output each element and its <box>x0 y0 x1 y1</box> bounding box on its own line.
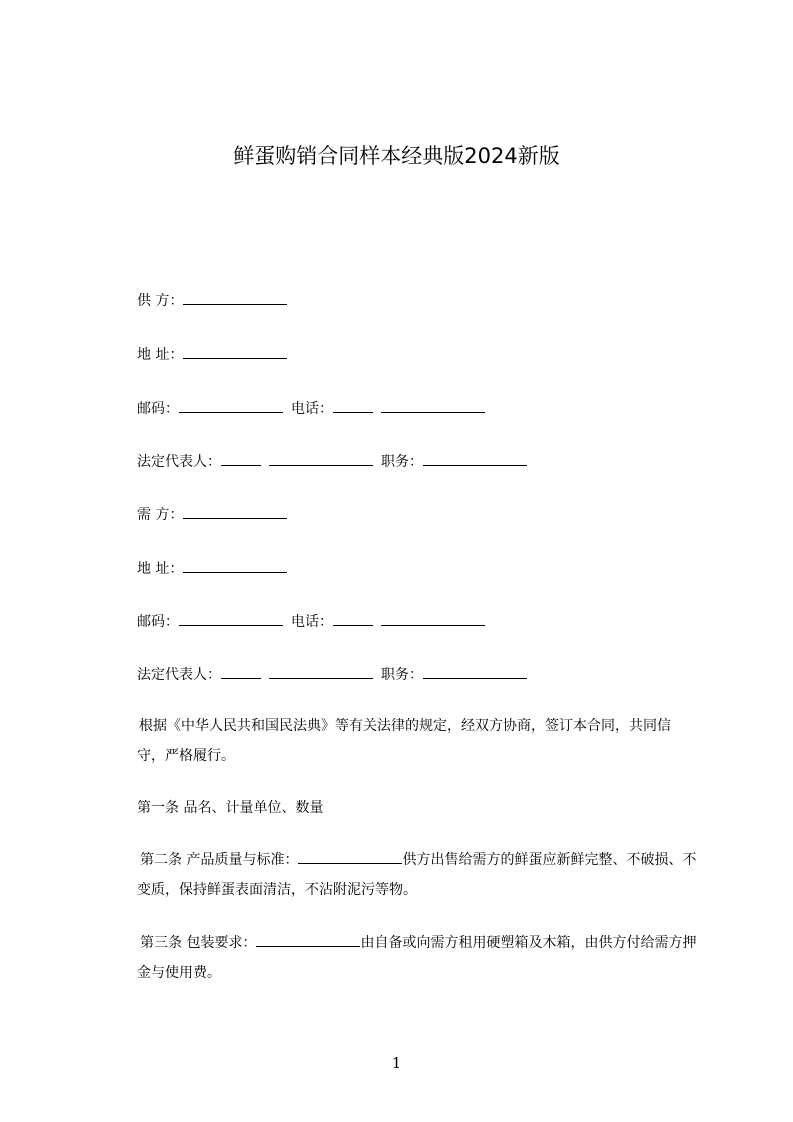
supplier-position-label: 职务： <box>381 454 423 470</box>
page-number: 1 <box>391 1054 402 1072</box>
supplier-address-blank <box>183 344 287 359</box>
article-3-text: 由自备或向需方租用硬塑箱及木箱，由供方付给需方押金与使用费。 <box>137 935 697 981</box>
supplier-postcode-label: 邮码： <box>137 401 179 417</box>
article-2-text: 供方出售给需方的鲜蛋应新鲜完整、不破损、不变质，保持鲜蛋表面清洁，不沾附泥污等物。 <box>137 852 697 898</box>
buyer-postcode-line <box>137 611 485 633</box>
supplier-party-blank <box>183 290 287 305</box>
supplier-phone-blank-2 <box>381 398 485 413</box>
article-3-blank <box>256 932 360 947</box>
supplier-address-label: 地 址： <box>137 347 184 363</box>
article-3-prefix: 第三条 包装要求： <box>140 935 257 951</box>
buyer-position-blank <box>423 664 527 679</box>
supplier-party-line <box>137 290 287 312</box>
supplier-postcode-blank <box>179 398 283 413</box>
article-3-paragraph <box>137 928 697 988</box>
buyer-party-line <box>137 504 287 526</box>
buyer-postcode-blank <box>179 611 283 626</box>
article-1-heading: 第一条 品名、计量单位、数量 <box>137 800 324 816</box>
supplier-phone-blank-1 <box>333 398 373 413</box>
buyer-postcode-label: 邮码： <box>137 614 179 630</box>
document-title: 鲜蛋购销合同样本经典版2024新版 <box>233 144 560 168</box>
buyer-rep-blank-1 <box>221 664 261 679</box>
supplier-phone-label: 电话： <box>291 401 333 417</box>
supplier-rep-line <box>137 451 527 473</box>
supplier-rep-label: 法定代表人： <box>137 454 221 470</box>
article-2-paragraph <box>137 845 697 905</box>
buyer-position-label: 职务： <box>381 667 423 683</box>
buyer-phone-blank-1 <box>333 611 373 626</box>
buyer-party-label: 需 方： <box>137 507 184 523</box>
buyer-address-line <box>137 558 287 580</box>
buyer-address-blank <box>183 558 287 573</box>
buyer-rep-blank-2 <box>269 664 373 679</box>
article-2-blank <box>298 849 402 864</box>
buyer-rep-line <box>137 664 527 686</box>
buyer-rep-label: 法定代表人： <box>137 667 221 683</box>
buyer-party-blank <box>183 504 287 519</box>
supplier-rep-blank-2 <box>269 451 373 466</box>
supplier-address-line <box>137 344 287 366</box>
preamble-paragraph <box>137 711 697 771</box>
article-2-prefix: 第二条 产品质量与标准： <box>140 852 299 868</box>
supplier-position-blank <box>423 451 527 466</box>
preamble-text: 根据《中华人民共和国民法典》等有关法律的规定，经双方协商，签订本合同，共同信守，严格履行。 <box>137 718 671 764</box>
buyer-address-label: 地 址： <box>137 561 184 577</box>
buyer-phone-blank-2 <box>381 611 485 626</box>
supplier-party-label: 供 方： <box>137 293 184 309</box>
supplier-postcode-line <box>137 398 485 420</box>
supplier-rep-blank-1 <box>221 451 261 466</box>
buyer-phone-label: 电话： <box>291 614 333 630</box>
